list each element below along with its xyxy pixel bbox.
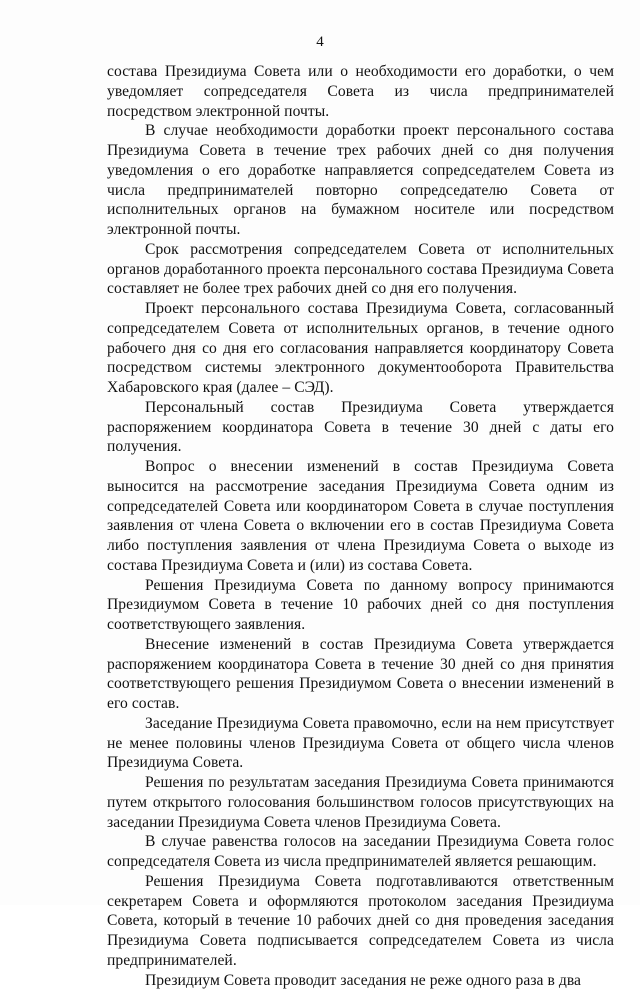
paragraph: В случае необходимости доработки проект персонального состава Президиума Совета в течение трех рабочих дней со дня получения уведомления о его доработке направляется сопредседателем Совета из числа предпринимателей повторно сопредседателю Совета от исполнительных органов на бумажном носителе или посредством электронной почты. — [107, 121, 614, 240]
paragraph: Решения по результатам заседания Президиума Совета принимаются путем открытого голосования большинством голосов присутствующих на заседании Президиума Совета членов Президиума Совета. — [107, 773, 614, 832]
paragraph: Персональный состав Президиума Совета утверждается распоряжением координатора Совета в течение 30 дней с даты его получения. — [107, 398, 614, 457]
paragraph: В случае равенства голосов на заседании Президиума Совета голос сопредседателя Совета из числа предпринимателей является решающим. — [107, 832, 614, 872]
paragraph: Проект персонального состава Президиума Совета, согласованный сопредседателем Совета от исполнительных органов, в течение одного рабочего дня со дня его согласования направляется координатору Совета посредством системы электронного документооборота Правительства Хабаровского края (далее – СЭД). — [107, 299, 614, 398]
body-text — [107, 62, 614, 990]
paragraph: Заседание Президиума Совета правомочно, если на нем присутствует не менее половины членов Президиума Совета от общего числа членов Президиума Совета. — [107, 714, 614, 773]
paragraph: Срок рассмотрения сопредседателем Совета от исполнительных органов доработанного проекта персонального состава Президиума Совета составляет не более трех рабочих дней со дня его получения. — [107, 240, 614, 299]
page-number: 4 — [0, 34, 640, 51]
paragraph: Решения Президиума Совета по данному вопросу принимаются Президиумом Совета в течение 10 рабочих дней со дня поступления соответствующего заявления. — [107, 576, 614, 635]
paragraph: Президиум Совета проводит заседания не реже одного раза в два — [107, 971, 614, 990]
paragraph: состава Президиума Совета или о необходимости его доработки, о чем уведомляет сопредседателя Совета из числа предпринимателей посредством электронной почты. — [107, 62, 614, 121]
paragraph: Вопрос о внесении изменений в состав Президиума Совета выносится на рассмотрение заседания Президиума Совета одним из сопредседателей Совета или координатором Совета в случае поступления заявления от члена Совета о включении его в состав Президиума Совета либо поступления заявления от члена Президиума Совета о выходе из состава Президиума Совета и (или) из состава Совета. — [107, 457, 614, 576]
paragraph: Решения Президиума Совета подготавливаются ответственным секретарем Совета и оформляются протоколом заседания Президиума Совета, который в течение 10 рабочих дней со дня проведения заседания Президиума Совета подписывается сопредседателем Совета из числа предпринимателей. — [107, 872, 614, 971]
paragraph: Внесение изменений в состав Президиума Совета утверждается распоряжением координатора Совета в течение 30 дней со дня принятия соответствующего решения Президиумом Совета о внесении изменений в его состав. — [107, 635, 614, 714]
